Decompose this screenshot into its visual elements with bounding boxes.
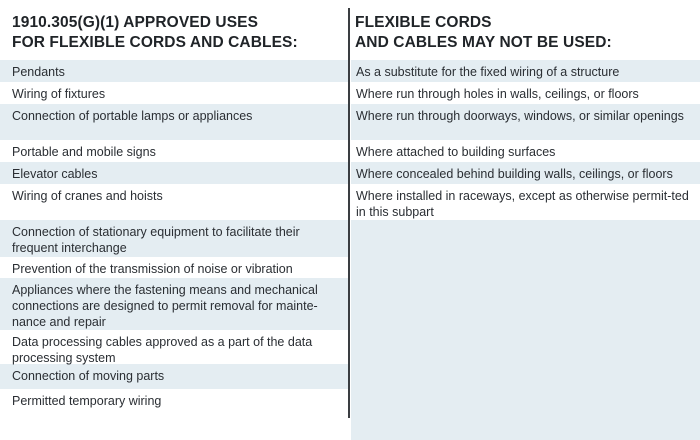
table-row: Wiring of fixtures [12, 87, 106, 101]
table-row: Where concealed behind building walls, ceilings, or floors [351, 162, 700, 184]
approved-uses-title-line1: 1910.305(G)(1) APPROVED USES [12, 14, 259, 31]
empty-shaded-area [351, 220, 700, 440]
prohibited-uses-title-line2: AND CABLES MAY NOT BE USED: [355, 34, 612, 51]
approved-uses-column [0, 0, 349, 413]
table-row: Where attached to building surfaces [356, 145, 556, 159]
table-row: Pendants [0, 60, 349, 82]
table-row: Where installed in raceways, except as otherwise permit-ted in this subpart [356, 189, 689, 219]
table-row: Connection of portable lamps or appliances [0, 104, 349, 140]
table-row: Connection of moving parts [0, 364, 349, 389]
table-row: Data processing cables approved as a part of the data processing system [12, 335, 313, 365]
table-row: Permitted temporary wiring [12, 394, 162, 408]
table-row: Portable and mobile signs [12, 145, 156, 159]
approved-uses-title-line2: FOR FLEXIBLE CORDS AND CABLES: [12, 34, 298, 51]
table-row: Appliances where the fastening means and mechanical connections are designed to permit removal for mainte-nance and repair [0, 278, 349, 330]
table-row: As a substitute for the fixed wiring of a structure [351, 60, 700, 82]
prohibited-uses-header [351, 0, 700, 60]
table-row: Wiring of cranes and hoists [12, 189, 163, 203]
prohibited-uses-column [351, 0, 700, 440]
approved-uses-header [0, 0, 349, 60]
column-divider [348, 8, 350, 418]
table-row: Connection of stationary equipment to facilitate their frequent interchange [0, 220, 349, 257]
table-row: Where run through holes in walls, ceilings, or floors [356, 87, 639, 101]
table-row: Where run through doorways, windows, or similar openings [351, 104, 700, 140]
table-row: Elevator cables [0, 162, 349, 184]
prohibited-uses-title-line1: FLEXIBLE CORDS [355, 14, 492, 31]
table-row: Prevention of the transmission of noise or vibration [12, 262, 293, 276]
